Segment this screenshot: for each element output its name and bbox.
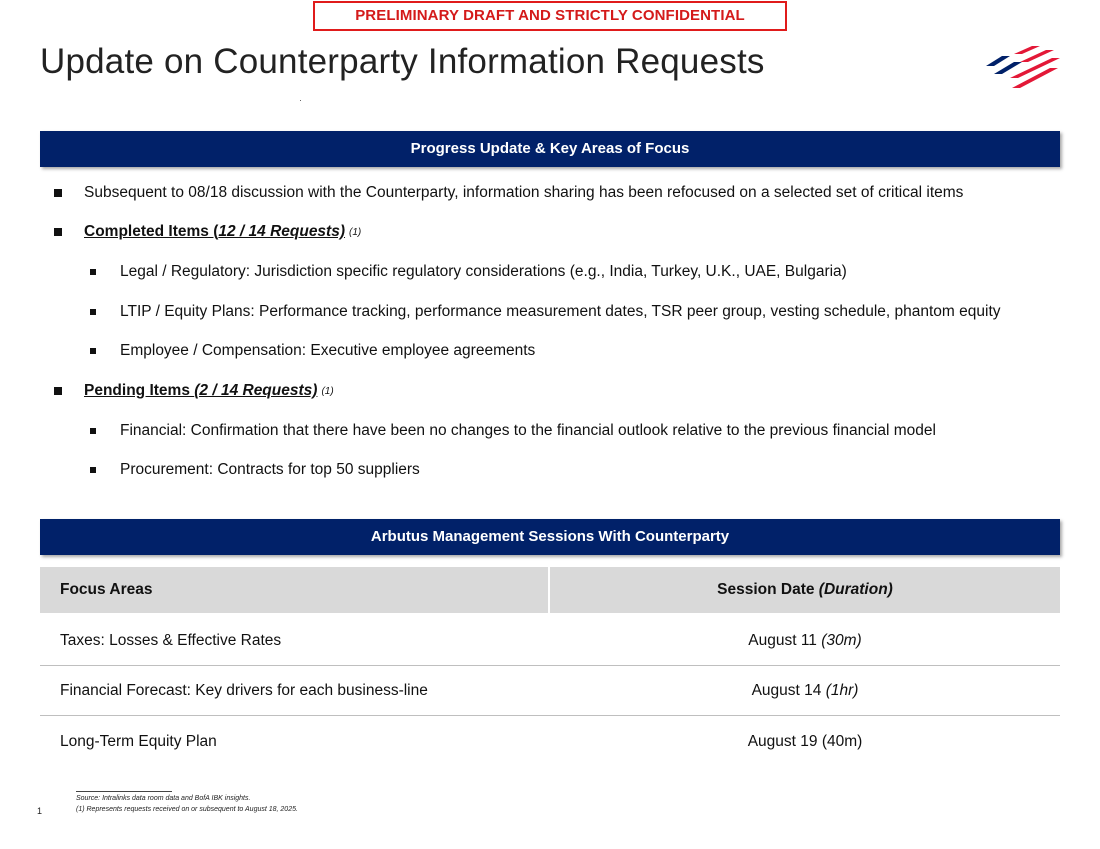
- list-item-text: LTIP / Equity Plans: Performance tracking, performance measurement dates, TSR peer group, vesting schedule, phantom equity: [120, 303, 1001, 320]
- list-item-text: Financial: Confirmation that there have been no changes to the financial outlook relative to the previous financial model: [120, 422, 936, 439]
- footnote-ref: (1): [349, 226, 362, 238]
- date-cell: August 14 (1hr): [751, 681, 859, 699]
- list-item-text: Legal / Regulatory: Jurisdiction specific regulatory considerations (e.g., India, Turkey, U.K., UAE, Bulgaria): [120, 263, 847, 280]
- sessions-section-header: Arbutus Management Sessions With Counterparty: [40, 519, 1060, 555]
- bullet-square: [54, 228, 62, 236]
- pending-label: Pending Items (2 / 14 Requests): [84, 382, 318, 399]
- footnote-ref: (1): [321, 385, 334, 397]
- list-item-text: Employee / Compensation: Executive employee agreements: [120, 342, 536, 359]
- date-cell: August 11 (30m): [748, 631, 862, 649]
- bofa-flag-logo: [980, 44, 1064, 92]
- artifact-dot: [300, 100, 301, 101]
- progress-section-header: Progress Update & Key Areas of Focus: [40, 131, 1060, 167]
- bullet-square: [90, 269, 96, 275]
- logo-red-stripes: [1010, 46, 1060, 88]
- list-item: [90, 263, 847, 281]
- list-item: [90, 342, 535, 360]
- intro-text: Subsequent to 08/18 discussion with the Counterparty, information sharing has been refocused on a selected set of critical items: [84, 184, 964, 201]
- bullet-square: [54, 189, 62, 197]
- logo-blue-stripes: [986, 56, 1022, 74]
- list-item: [90, 461, 420, 479]
- table-row: [40, 717, 1060, 767]
- table-row: [40, 616, 1060, 666]
- bullet-square: [90, 348, 96, 354]
- intro-bullet: [54, 184, 963, 202]
- list-item: [90, 303, 1001, 321]
- bullet-square: [90, 428, 96, 434]
- page-number: 1: [37, 806, 43, 816]
- list-item: [90, 422, 936, 440]
- bullet-square: [54, 387, 62, 395]
- page-title: Update on Counterparty Information Requests: [40, 42, 765, 81]
- bullet-square: [90, 467, 96, 473]
- date-cell: August 19 (40m): [747, 733, 863, 750]
- column-header-focus: Focus Areas: [40, 567, 550, 613]
- completed-heading: [54, 223, 361, 241]
- sessions-table-header: [40, 567, 1060, 613]
- focus-cell: Long-Term Equity Plan: [60, 733, 217, 750]
- table-row: [40, 666, 1060, 716]
- source-note: Source: Intralinks data room data and BofA IBK insights.: [76, 795, 251, 802]
- focus-cell: Taxes: Losses & Effective Rates: [60, 631, 282, 649]
- focus-cell: Financial Forecast: Key drivers for each business-line: [60, 681, 428, 699]
- completed-label: Completed Items (12 / 14 Requests): [84, 223, 346, 240]
- footnote-divider: [76, 791, 172, 792]
- confidential-banner: PRELIMINARY DRAFT AND STRICTLY CONFIDENTIAL: [313, 1, 787, 31]
- footnote-1: (1) Represents requests received on or subsequent to August 18, 2025.: [76, 806, 298, 813]
- list-item-text: Procurement: Contracts for top 50 suppliers: [120, 461, 420, 478]
- column-header-date: Session Date (Duration): [717, 581, 893, 598]
- pending-heading: [54, 382, 334, 400]
- bullet-square: [90, 309, 96, 315]
